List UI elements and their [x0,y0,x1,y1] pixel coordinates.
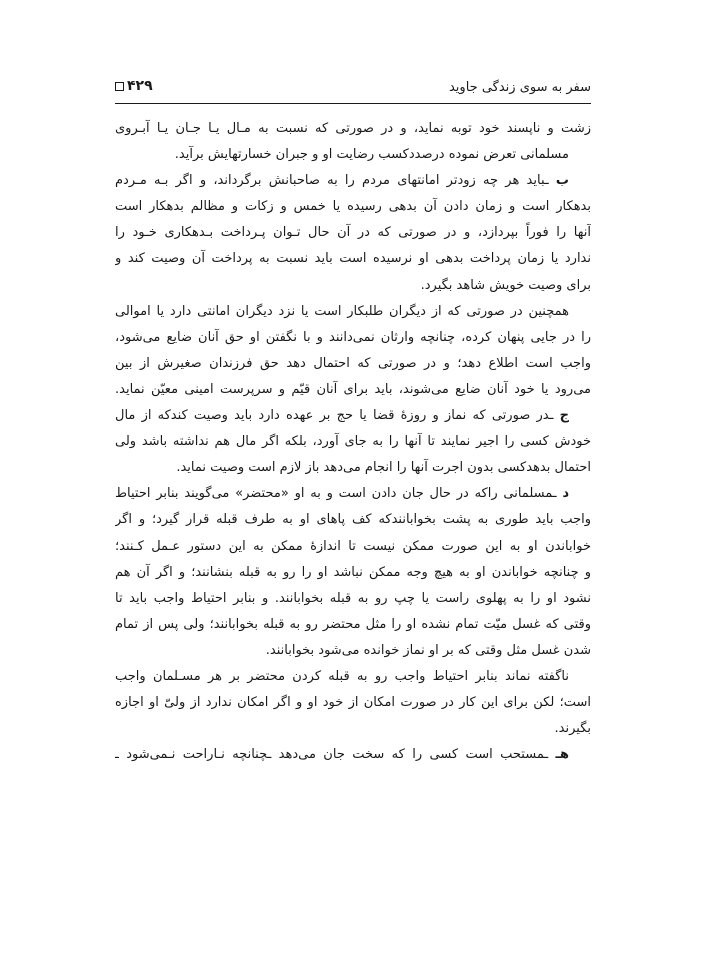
line-text: وقتی که غسل میّت تمام نشده او را مثل محتضر رو به قبله بخوابانند؛ ولی پس از تمام [115,616,591,632]
line-text: آنها را فوراً بپردازد، و در صورتی که در آن حال تـوان پـرداخت بـدهکاری خـود را [115,225,591,241]
page-marker-square-icon [115,82,124,91]
line-text: و چنانچه خواباندن او به هیچ وجه ممکن نباشد او را رو به قبله بنشانند؛ و اگر آن هم [115,564,591,580]
text-line [115,142,591,168]
text-line [115,351,591,377]
line-text: برای وصیت خویش شاهد بگیرد. [420,277,591,293]
text-line [115,664,591,690]
text-line [115,586,591,612]
text-line [115,507,591,533]
text-line [115,690,591,716]
text-line [115,612,591,638]
text-line [115,116,591,142]
text-line [115,638,591,664]
text-line [115,481,591,507]
text-line [115,377,591,403]
text-line [115,403,591,429]
line-text: ناگفته نماند بنابر احتیاط واجب رو به قبله کردن محتضر بر هر مسـلمان واجب [115,668,569,684]
line-text: مسلمانی تعرض نموده درصددکسب رضایت او و جبران خسارتهایش برآید. [174,147,569,163]
section-letter: هـ [555,747,569,763]
page-number: ۴۲۹ [127,78,153,94]
page-body [115,116,591,768]
line-text: احتمال بدهدکسی بدون اجرت آنها را انجام می‌دهد باز لازم است وصیت نماید. [176,460,591,476]
header-divider [115,103,591,104]
text-line [115,194,591,220]
line-text: ـمستحب است کسی را که سخت جان می‌دهد ـچنانچه نـاراحت نـمی‌شود ـ [115,747,556,763]
text-line [115,246,591,272]
text-line [115,220,591,246]
line-text: واجب است اطلاع دهد؛ و در صورتی که احتمال دهد حق فرزندان صغیرش از بین [115,355,591,371]
section-letter: ج [559,408,569,424]
line-text: ـباید هر چه زودتر امانتهای مردم را به صاحبانش برگرداند، و اگر بـه مـردم [115,173,556,189]
text-line [115,325,591,351]
text-line [115,716,591,742]
running-title: سفر به سوی زندگی جاوید [448,80,591,95]
line-text: واجب باید طوری به پشت بخوابانندکه کف پاهای او به طرف قبله قرار گیرد؛ و اگر [115,512,591,528]
page-number-block [115,78,153,94]
line-text: شدن غسل مثل وقتی که بر او نماز خوانده می‌شود بخوابانند. [265,642,591,658]
line-text: خواباندن او به این صورت ممکن نیست تا اندازهٔ ممکن به این دستور عـمل کـنند؛ [115,538,591,554]
line-text: همچنین در صورتی که از دیگران طلبکار است یا نزد دیگران امانتی دارد یا اموالی [115,303,569,319]
line-text: ـدر صورتی که نماز و روزهٔ قضا یا حج بر عهده دارد باید وصیت کندکه از مال [115,408,560,424]
running-header [115,78,591,100]
line-text: نشود او را به پهلوی راست یا چپ رو به قبله بخوابانند. و بنابر احتیاط واجب باید تا [115,590,591,606]
text-line [115,429,591,455]
text-line [115,455,591,481]
text-line [115,299,591,325]
line-text: بگیرند. [554,721,591,737]
text-line [115,168,591,194]
line-text: بدهکار است و زمان دادن آن بدهی رسیده یا خمس و زکات و مظالم بدهکار است [115,199,591,215]
text-line [115,560,591,586]
line-text: ندارد یا زمان پرداخت بدهی او نرسیده است باید نسبت به پرداخت آن وصیت کند و [115,251,591,267]
section-letter: د [562,486,569,502]
section-letter: ب [555,173,569,189]
line-text: می‌رود یا خود آنان ضایع می‌شوند، باید برای آنان قیّم و سرپرست امینی معیّن نماید. [115,381,591,397]
text-line [115,534,591,560]
text-line [115,742,591,768]
line-text: زشت و ناپسند خود توبه نماید، و در صورتی که نسبت به مـال یـا جـان یـا آبـروی [115,121,591,136]
line-text: است؛ لکن برای این کار در صورت امکان از خود او و اگر امکان ندارد از ولیّ او اجازه [115,695,591,711]
text-line [115,273,591,299]
line-text: خودش کسی را اجیر نمایند تا آنها را به جای آورد، بلکه اگر مال هم نداشته باشد ولی [115,434,591,450]
line-text: ـمسلمانی راکه در حال جان دادن است و به او «محتضر» می‌گویند بنابر احتیاط [115,486,563,502]
line-text: را در جایی پنهان کرده، چنانچه وارثان نمی‌دانند و با نگفتن او حق آنان ضایع می‌شود، [115,329,591,345]
